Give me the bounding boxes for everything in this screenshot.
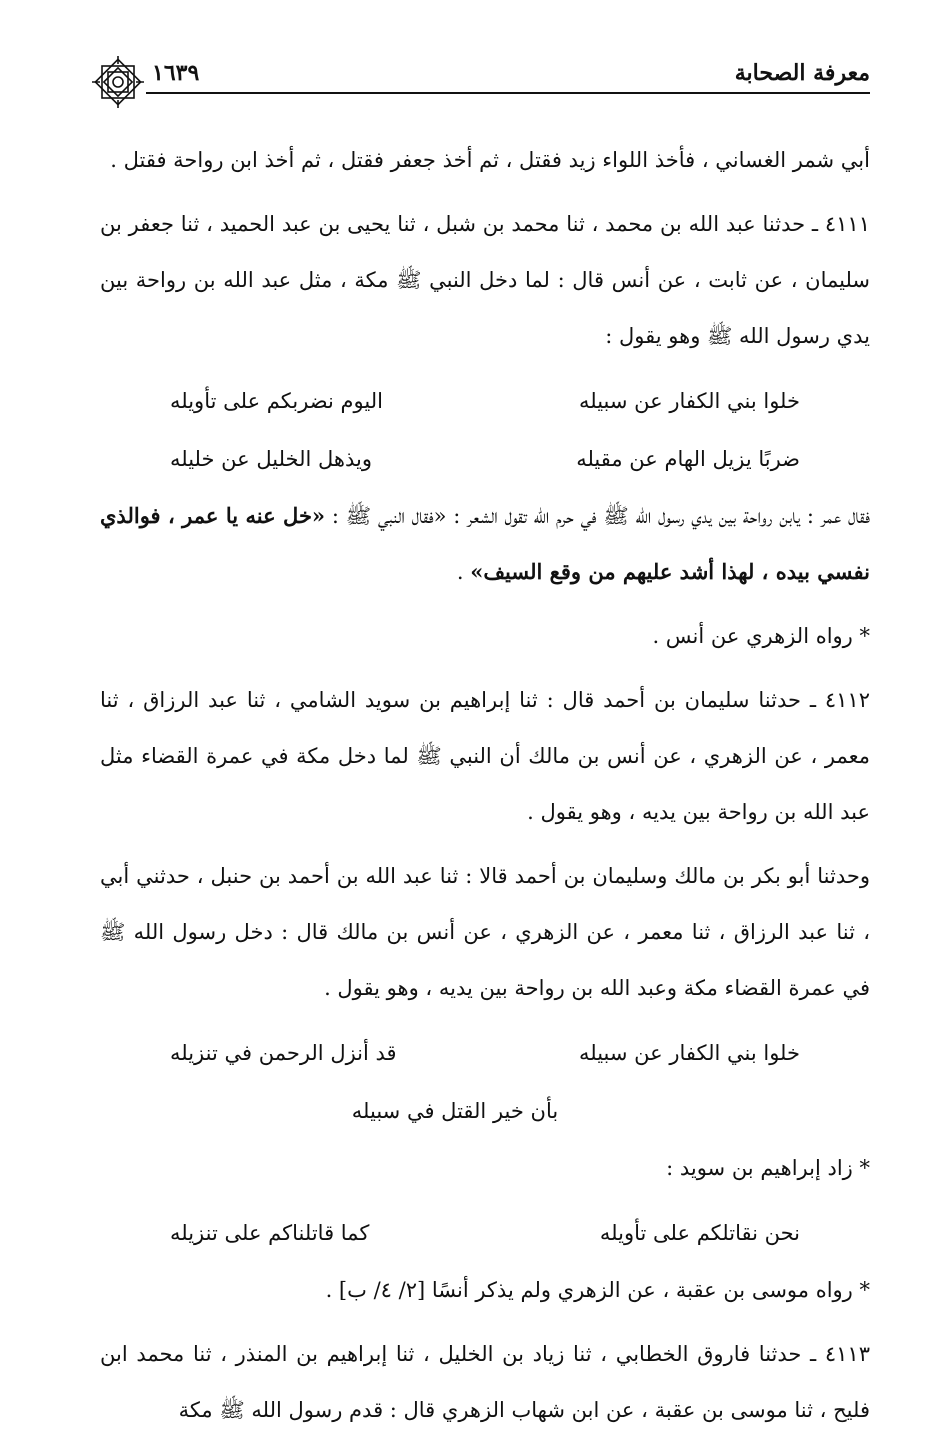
hadith-4112: ٤١١٢ ـ حدثنا سليمان بن أحمد قال : ثنا إبراهيم بن سويد الشامي ، ثنا عبد الرزاق ، ثنا معمر ، عن الزهري ، عن أنس بن مالك أن النبي ﷺ لما دخل مكة في عمرة القضاء مثل عبد الله بن رواحة بين يديه ، وهو يقول . (100, 688, 870, 824)
page-body (100, 132, 870, 1446)
paragraph-continuation: أبي شمر الغساني ، فأخذ اللواء زيد فقتل ، ثم أخذ جعفر فقتل ، ثم أخذ ابن رواحة فقتل . (110, 148, 870, 172)
verse-hemistich-b: كما قاتلناكم على تنزيله (170, 1221, 370, 1245)
verse-line-3 (100, 1024, 870, 1082)
verse-line-1 (100, 372, 870, 430)
verse-line-4: بأن خير القتل في سبيله (351, 1099, 559, 1123)
prophet-quote: «خل عنه يا عمر ، فوالذي نفسي بيده ، لهذا أشد عليهم من وقع السيف» (100, 503, 870, 584)
verse-hemistich-a: خلوا بني الكفار عن سبيله (579, 1041, 800, 1065)
umar-paragraph (100, 488, 870, 600)
verse-hemistich-b: اليوم نضربكم على تأويله (170, 389, 383, 413)
verse-hemistich-a: خلوا بني الكفار عن سبيله (579, 389, 800, 413)
octagram-ornament-icon (88, 52, 148, 112)
running-title: معرفة الصحابة (734, 60, 870, 86)
note-ibrahim: * زاد إبراهيم بن سويد : (666, 1156, 870, 1180)
verse-hemistich-a: نحن نقاتلكم على تأويله (599, 1221, 800, 1245)
verse-line-5 (100, 1204, 870, 1262)
umar-text: فقال عمر : يابن رواحة بين يدي رسول الله ﷺ في حرم الله تقول الشعر : «فقال النبي ﷺ : (325, 504, 870, 528)
umar-end: . (456, 560, 471, 584)
hadith-4112-second-chain: وحدثنا أبو بكر بن مالك وسليمان بن أحمد قالا : ثنا عبد الله بن أحمد بن حنبل ، حدثني أبي ، ثنا عبد الرزاق ، ثنا معمر ، عن الزهري ، عن أنس بن مالك قال : دخل رسول الله ﷺ في عمرة القضاء مكة وعبد الله بن رواحة بين يديه ، وهو يقول . (100, 864, 870, 1000)
note-musa: * رواه موسى بن عقبة ، عن الزهري ولم يذكر أنسًا [٢/ ٤/ ب] . (325, 1278, 870, 1302)
note-zuhri: * رواه الزهري عن أنس . (652, 624, 870, 648)
verse-line-2 (100, 430, 870, 488)
header-rule (146, 92, 870, 94)
hadith-4113: ٤١١٣ ـ حدثنا فاروق الخطابي ، ثنا زياد بن الخليل ، ثنا إبراهيم بن المنذر ، ثنا محمد ابن فليح ، ثنا موسى بن عقبة ، عن ابن شهاب الزهري قال : قدم رسول الله ﷺ مكة (100, 1342, 870, 1422)
hadith-4111: ٤١١١ ـ حدثنا عبد الله بن محمد ، ثنا محمد بن شبل ، ثنا يحيى بن عبد الحميد ، ثنا جعفر بن سليمان ، عن ثابت ، عن أنس قال : لما دخل النبي ﷺ مكة ، مثل عبد الله بن رواحة بين يدي رسول الله ﷺ وهو يقول : (100, 212, 870, 348)
verse-hemistich-b: قد أنزل الرحمن في تنزيله (170, 1041, 397, 1065)
verse-hemistich-a: ضربًا يزيل الهام عن مقيله (576, 447, 800, 471)
verse-hemistich-b: ويذهل الخليل عن خليله (170, 447, 372, 471)
running-header (90, 48, 870, 100)
page-number: ١٦٣٩ (152, 60, 200, 86)
